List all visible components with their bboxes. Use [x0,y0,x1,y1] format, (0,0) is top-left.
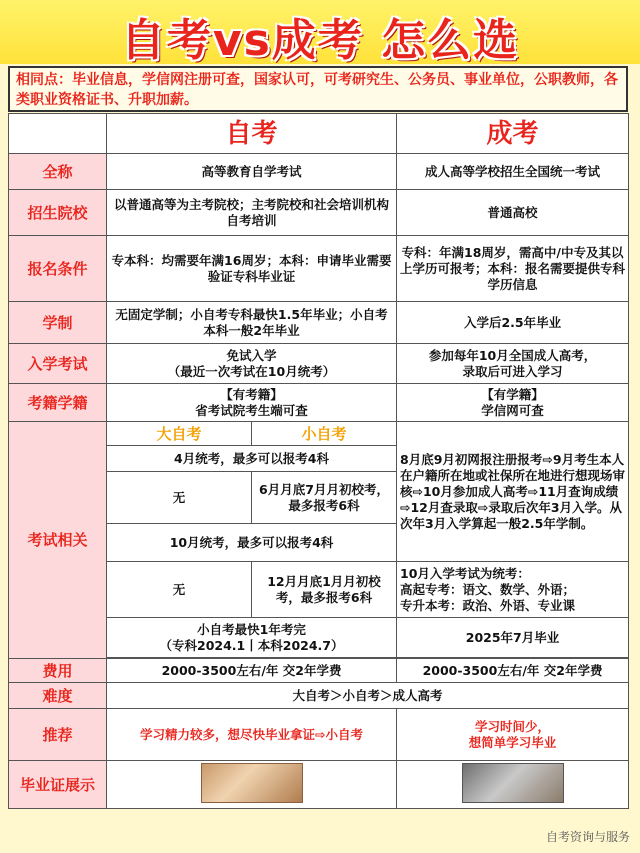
page-title: 自考vs成考 怎么选 [120,15,520,66]
fee-zikao: 2000-3500左右/年 交2年学费 [107,659,397,683]
label-difficulty: 难度 [9,683,107,709]
certificate-image-chengkao [462,763,564,803]
entry-zikao [107,344,397,384]
recommend-chengkao-line1: 学习时间少， [475,718,551,734]
school-chengkao: 普通高校 [397,190,629,236]
fullname-chengkao: 成人高等学校招生全国统一考试 [397,154,629,190]
duration-chengkao: 入学后2.5年毕业 [397,302,629,344]
exam-big-zikao-head: 大自考 [107,422,252,446]
label-fee: 费用 [9,659,107,683]
exam-fastest-line2: （专科2024.1丨本科2024.7） [159,637,344,653]
entry-zikao-line1: 免试入学 [226,347,277,363]
difficulty-text: 大自考＞小自考＞成人高考 [107,683,629,709]
corner-cell [9,114,107,154]
same-points-box: 相同点：毕业信息，学信网注册可查，国家认可，可考研究生、公务员、事业单位，公职教师，各类职业资格证书、升职加薪。 [8,66,628,112]
header-zikao: 自考 [107,114,397,154]
label-apply: 报名条件 [9,236,107,302]
recommend-chengkao-line2: 想简单学习毕业 [468,734,557,750]
exam-december: 12月月底1月月初校考，最多报考6科 [252,562,397,618]
exam-april: 4月统考，最多可以报考4科 [107,446,397,472]
label-recommend: 推荐 [9,709,107,761]
chengkao-exam-info [397,562,629,618]
exam-none-1: 无 [107,472,252,524]
chengkao-flow: 8月底9月初网报注册报考⇨9月考生本人在户籍所在地或社保所在地进行想现场审核⇨10月参加成人高考⇨11月查询成绩⇨12月查录取⇨录取后次年3月入学。从次年3月入学算起一般2.5年学制。 [397,422,629,562]
apply-zikao: 专本科：均需要年满16周岁；本科：申请毕业需要验证专科毕业证 [107,236,397,302]
record-zikao-line2: 省考试院考生端可查 [195,402,308,418]
recommend-zikao: 学习精力较多，想尽快毕业拿证⇨小自考 [107,709,397,761]
label-record: 考籍学籍 [9,384,107,422]
apply-chengkao: 专科：年满18周岁，需高中/中专及其以上学历可报考；本科：报名需要提供专科学历信息 [397,236,629,302]
chengkao-exam-line2: 高起专考：语文、数学、外语； [400,581,576,597]
exam-fastest [107,618,397,658]
label-duration: 学制 [9,302,107,344]
label-fullname: 全称 [9,154,107,190]
school-zikao: 以普通高等为主考院校；主考院校和社会培训机构自考培训 [107,190,397,236]
watermark: 自考资询与服务 [545,830,630,844]
record-chengkao [397,384,629,422]
exam-fastest-line1: 小自考最快1年考完 [197,621,306,637]
cert-zikao [107,761,397,809]
record-zikao-line1: 【有考籍】 [220,386,283,402]
record-chengkao-line1: 【有学籍】 [481,386,544,402]
record-zikao [107,384,397,422]
chengkao-exam-line1: 10月入学考试为统考： [400,565,530,581]
exam-october: 10月统考，最多可以报考4科 [107,524,397,562]
label-cert: 毕业证展示 [9,761,107,809]
label-entry: 入学考试 [9,344,107,384]
header-chengkao: 成考 [397,114,629,154]
cert-chengkao [397,761,629,809]
record-chengkao-line2: 学信网可查 [481,402,544,418]
exam-june: 6月月底7月月初校考，最多报考6科 [252,472,397,524]
label-exam: 考试相关 [9,422,107,659]
entry-chengkao [397,344,629,384]
certificate-image-zikao [201,763,303,803]
entry-zikao-line2: （最近一次考试在10月统考） [167,363,336,379]
chengkao-graduation: 2025年7月毕业 [397,618,629,658]
entry-chengkao-line1: 参加每年10月全国成人高考， [428,347,597,363]
exam-none-2: 无 [107,562,252,618]
chengkao-exam-line3: 专升本考：政治、外语、专业课 [400,597,576,613]
fee-chengkao: 2000-3500左右/年 交2年学费 [397,659,629,683]
fullname-zikao: 高等教育自学考试 [107,154,397,190]
recommend-chengkao [397,709,629,761]
entry-chengkao-line2: 录取后可进入学习 [462,363,563,379]
duration-zikao: 无固定学制；小自考专科最快1.5年毕业；小自考本科一般2年毕业 [107,302,397,344]
exam-small-zikao-head: 小自考 [252,422,397,446]
label-school: 招生院校 [9,190,107,236]
comparison-table [8,113,629,809]
